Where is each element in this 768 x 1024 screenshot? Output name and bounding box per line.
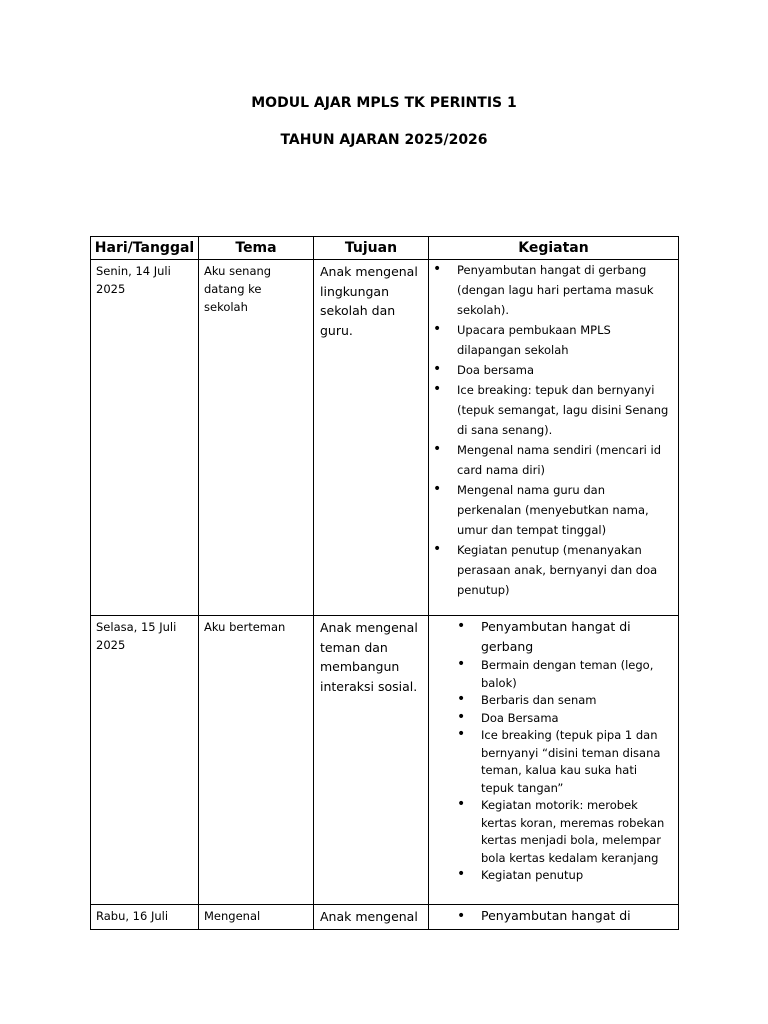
header-tema: Tema [199, 237, 314, 260]
cell-hari-tanggal: Rabu, 16 Juli [91, 905, 199, 930]
cell-tujuan: Anak mengenal lingkungan sekolah dan guru. [314, 260, 429, 616]
list-item: • Doa Bersama [481, 710, 670, 728]
document-subtitle: TAHUN AJARAN 2025/2026 [280, 132, 488, 148]
cell-hari-tanggal: Senin, 14 Juli 2025 [91, 260, 199, 616]
list-item: • Upacara pembukaan MPLS dilapangan sekolah [457, 320, 670, 360]
list-item: • Bermain dengan teman (lego, balok) [481, 657, 670, 692]
table-row [91, 616, 679, 905]
list-item: • Berbaris dan senam [481, 692, 670, 710]
list-item: • Penyambutan hangat di [481, 906, 670, 926]
list-item: • Mengenal nama sendiri (mencari id card nama diri) [457, 440, 670, 480]
list-item: • Ice breaking (tepuk pipa 1 dan bernyanyi “disini teman disana teman, kalua kau suka hati tepuk tangan” [481, 727, 670, 797]
cell-tujuan: Anak mengenal [314, 905, 429, 930]
cell-tema: Aku senang datang ke sekolah [199, 260, 314, 616]
cell-kegiatan [429, 260, 679, 616]
table-header-row [91, 237, 679, 260]
kegiatan-list [429, 260, 678, 606]
list-item: • Doa bersama [457, 360, 670, 380]
cell-kegiatan [429, 616, 679, 905]
list-item: • Kegiatan penutup (menanyakan perasaan anak, bernyanyi dan doa penutup) [457, 540, 670, 600]
list-item: • Kegiatan penutup [481, 867, 670, 885]
table-row [91, 260, 679, 616]
cell-kegiatan [429, 905, 679, 930]
list-item: • Penyambutan hangat di gerbang (dengan lagu hari pertama masuk sekolah). [457, 260, 670, 320]
cell-tema: Aku berteman [199, 616, 314, 905]
kegiatan-list [429, 905, 678, 926]
header-kegiatan: Kegiatan [429, 237, 679, 260]
header-hari-tanggal: Hari/Tanggal [91, 237, 199, 260]
table-row [91, 905, 679, 930]
list-item: • Mengenal nama guru dan perkenalan (menyebutkan nama, umur dan tempat tinggal) [457, 480, 670, 540]
cell-tujuan: Anak mengenal teman dan membangun interaksi sosial. [314, 616, 429, 905]
header-tujuan: Tujuan [314, 237, 429, 260]
document-title: MODUL AJAR MPLS TK PERINTIS 1 [251, 95, 517, 111]
mpls-schedule-table [90, 236, 679, 930]
list-item: • Penyambutan hangat di gerbang [481, 617, 670, 657]
list-item: • Kegiatan motorik: merobek kertas koran, meremas robekan kertas menjadi bola, melempar bola kertas kedalam keranjang [481, 797, 670, 867]
cell-tema: Mengenal [199, 905, 314, 930]
list-item: • Ice breaking: tepuk dan bernyanyi (tepuk semangat, lagu disini Senang di sana senang). [457, 380, 670, 440]
kegiatan-list [429, 616, 678, 889]
cell-hari-tanggal: Selasa, 15 Juli 2025 [91, 616, 199, 905]
